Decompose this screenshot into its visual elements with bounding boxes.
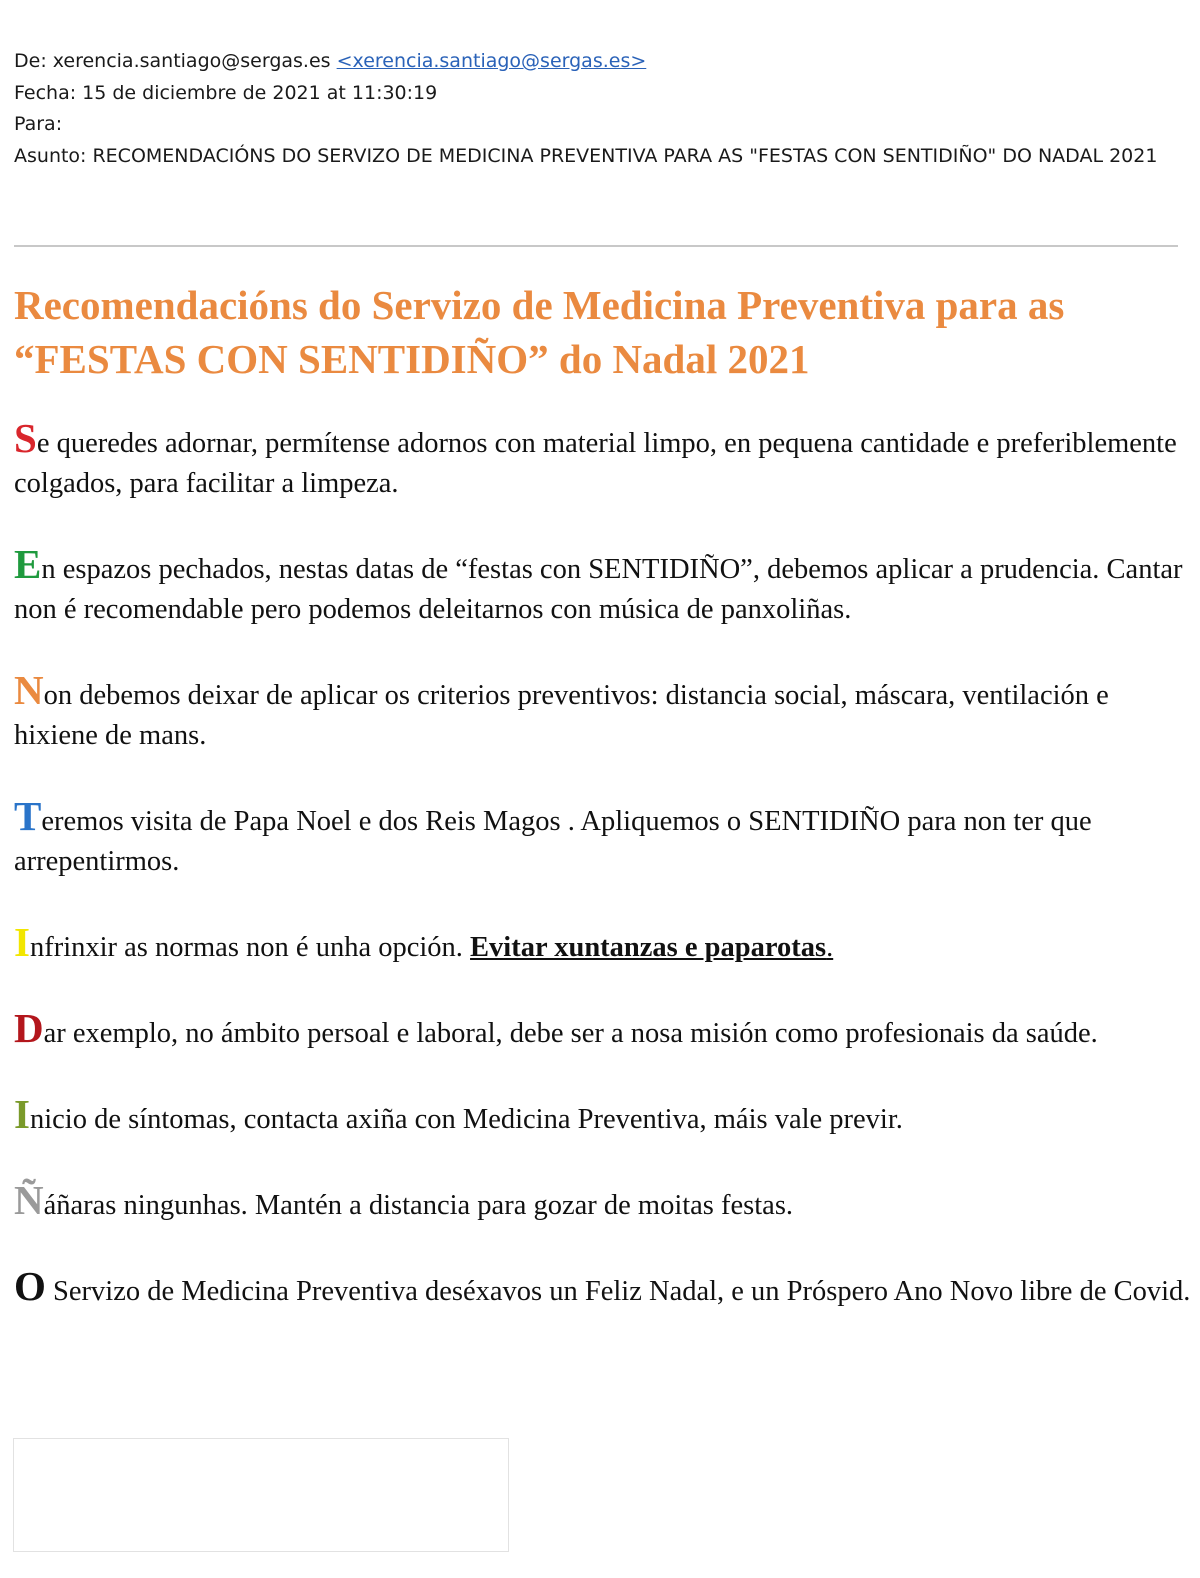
subject-value: RECOMENDACIÓNS DO SERVIZO DE MEDICINA PREVENTIVA PARA AS "FESTAS CON SENTIDIÑO" DO NADAL 2021 (92, 144, 1158, 167)
initial-letter: D (14, 1005, 44, 1051)
paragraph-e (14, 541, 1194, 630)
paragraph-text: ar exemplo, no ámbito persoal e laboral, debe ser a nosa misión como profesionais da saúde. (43, 1018, 1098, 1049)
from-address: xerencia.santiago@sergas.es (52, 50, 331, 72)
subject-label: Asunto: (14, 144, 87, 167)
paragraph-t (14, 793, 1194, 882)
date-row (14, 78, 1164, 110)
attachment-placeholder[interactable] (13, 1438, 509, 1552)
paragraph-text: áñaras ningunhas. Mantén a distancia para gozar de moitas festas. (43, 1190, 794, 1221)
paragraph-d (14, 1005, 1194, 1054)
emphasis-tail: . (826, 932, 834, 963)
date-value: 15 de diciembre de 2021 at 11:30:19 (82, 81, 438, 104)
evitar-xuntanzas-emphasis: Evitar xuntanzas e paparotas (470, 932, 827, 963)
paragraph-text: eremos visita de Papa Noel e dos Reis Magos . Apliquemos o SENTIDIÑO para non ter que arrepentirmos. (14, 806, 1092, 877)
paragraph-enie (14, 1177, 1194, 1226)
paragraph-text: nicio de síntomas, contacta axiña con Medicina Preventiva, máis vale previr. (29, 1104, 903, 1135)
initial-letter: Ñ (14, 1177, 44, 1223)
initial-letter: E (14, 541, 42, 587)
title-line-2: “FESTAS CON SENTIDIÑO” do Nadal 2021 (14, 336, 810, 382)
to-label: Para: (14, 113, 63, 135)
paragraph-i2 (14, 1091, 1194, 1140)
paragraph-s (14, 415, 1194, 504)
header-divider (14, 245, 1178, 247)
initial-letter: I (14, 1091, 30, 1137)
paragraph-o (14, 1263, 1194, 1312)
title-line-1: Recomendacións do Servizo de Medicina Preventiva para as (14, 282, 1065, 328)
paragraph-n (14, 667, 1194, 756)
initial-letter: I (14, 919, 30, 965)
email-header (14, 46, 1164, 172)
from-email-link[interactable]: <xerencia.santiago@sergas.es> (336, 50, 647, 72)
to-row (14, 109, 1164, 141)
paragraph-text: nfrinxir as normas non é unha opción. (29, 932, 471, 963)
paragraph-i (14, 919, 1194, 968)
initial-letter: N (14, 667, 44, 713)
date-label: Fecha: (14, 81, 77, 104)
initial-letter: O (14, 1263, 46, 1309)
initial-letter: T (14, 793, 42, 839)
paragraph-text: Servizo de Medicina Preventiva deséxavos un Feliz Nadal, e un Próspero Ano Novo libre de Covid. (45, 1276, 1191, 1307)
from-row (14, 46, 1164, 78)
paragraph-text: n espazos pechados, nestas datas de “festas con SENTIDIÑO”, debemos aplicar a prudencia. Cantar non é recomendable pero podemos deleitarnos con música de panxoliñas. (14, 554, 1183, 625)
paragraph-text: e queredes adornar, permítense adornos con material limpo, en pequena cantidade e preferiblemente colgados, para facilitar a limpeza. (14, 428, 1177, 499)
message-title (14, 278, 1189, 386)
subject-row (14, 141, 1164, 173)
initial-letter: S (14, 415, 37, 461)
paragraph-text: on debemos deixar de aplicar os criterios preventivos: distancia social, máscara, ventilación e hixiene de mans. (14, 680, 1109, 751)
message-body (14, 415, 1194, 1352)
from-label: De: (14, 50, 47, 72)
